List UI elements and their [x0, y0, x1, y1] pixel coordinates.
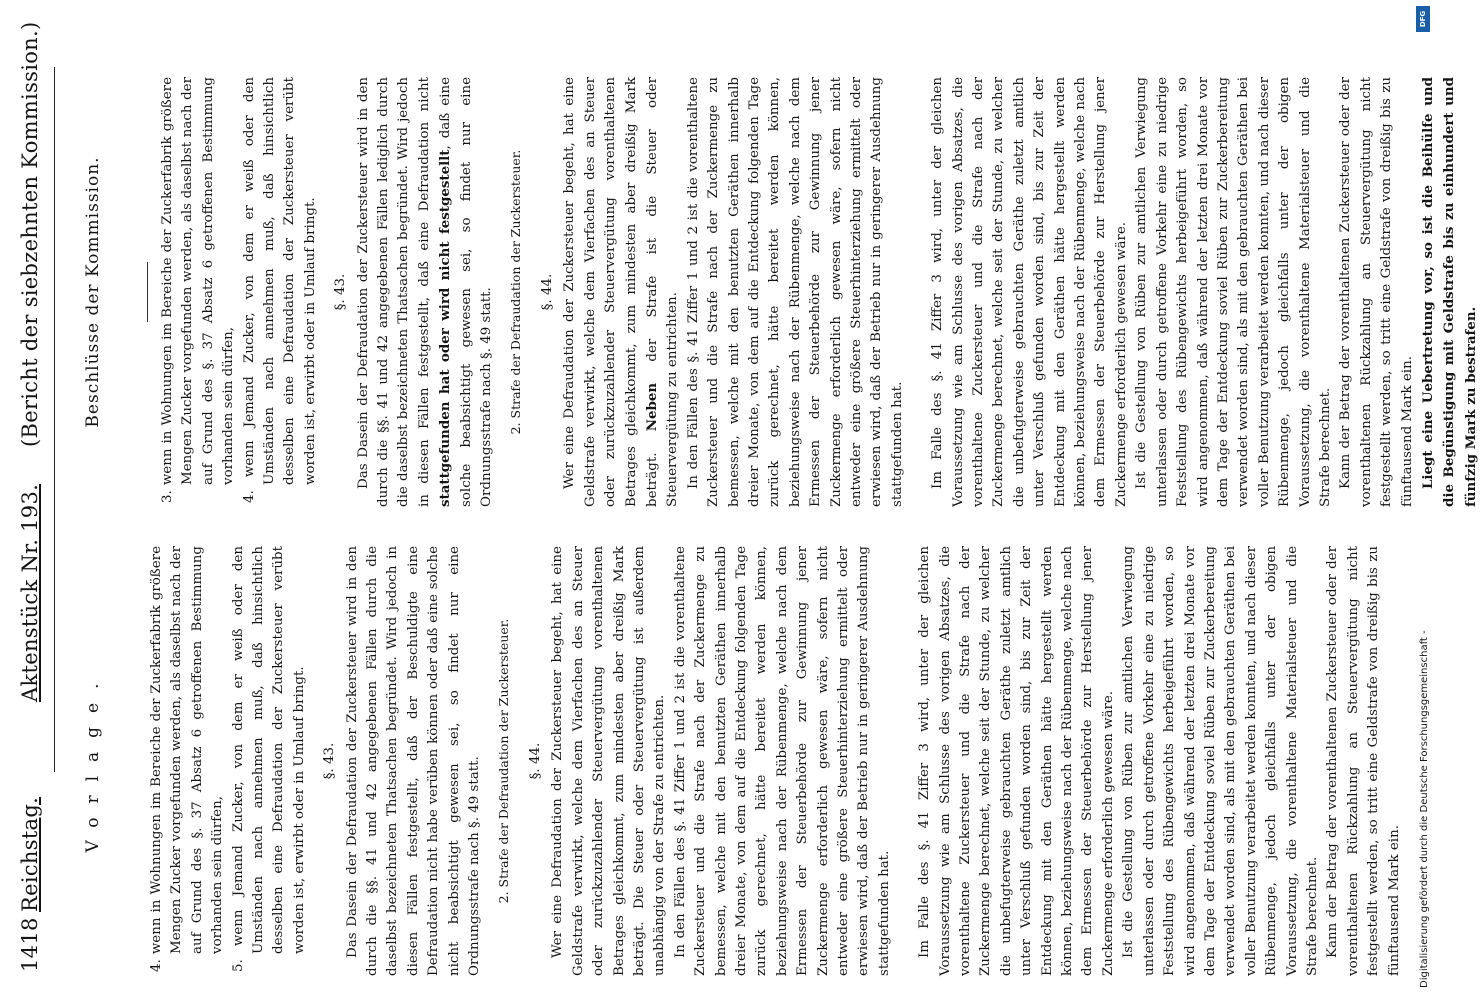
header-rule — [54, 67, 55, 772]
column-vorlage — [71, 546, 1405, 976]
section-number-43: §. 43. — [333, 273, 349, 311]
list-item: 3. wenn in Wohnungen im Bereiche der Zuckerfabrik größere Mengen Zucker vorgefunden werden, als daselbst nach der auf Grund des §. 37 Absatz 6 getroffenen Bestimmung vorhanden sein dürfen, — [160, 77, 237, 503]
final-amendment: Liegt eine Uebertretung vor, so ist die Beihülfe und die Begünstigung mit Geldstrafe bis zu einhundert und fünfzig Mark zu bestrafen. — [1419, 77, 1479, 507]
paragraph: In den Fällen des §. 41 Ziffer 1 und 2 ist die vorenthaltene Zuckersteuer und die Strafe nach der Zuckermenge zu bemessen, welche mit den benutzten Geräthen innerhalb dreier Monate, von dem auf die Entdeckung folgenden Tage zurück gerechnet, hätte bereitet werden können, beziehungsweise nach der Rübenmenge, welche nach dem Ermessen der Steuerbehörde zur Gewinnung jener Zuckermenge erforderlich gewesen wäre, sofern nicht entweder eine größere Steuerhinterziehung ermittelt oder erwiesen wird, daß der Betrieb nur in geringerer Ausdehnung stattgefunden hat. — [685, 77, 905, 507]
paragraph: Kann der Betrag der vorenthaltenen Zuckersteuer oder der vorenthaltenen Rückzahlung an Steuervergütung nicht festgestellt werden, so tritt eine Geldstrafe von dreißig bis zu fünftausend Mark ein. — [1338, 77, 1415, 507]
credit-text: Digitalisierung gefördert durch die Deutsche Forschungsgemeinschaft - — [1419, 630, 1430, 988]
dfg-logo-icon: DFG — [1416, 6, 1430, 32]
list-item: 4. wenn Jemand Zucker, von dem er weiß oder den Umständen nach annehmen muß, daß hinsichtlich desselben eine Defraudation der Zuckersteuer verübt worden ist, erwirbt oder in Umlauf bringt. — [241, 77, 318, 503]
column-heading-beschluesse: Beschlüsse der Kommission. — [83, 156, 103, 428]
section-number-44: §. 44. — [527, 742, 543, 780]
column-beschluesse — [71, 77, 1482, 507]
header-kommission: (Bericht der siebzehnten Kommission.) — [18, 21, 42, 447]
paragraph: Im Falle des §. 41 Ziffer 3 wird, unter der gleichen Voraussetzung wie am Schlusse des vorigen Absatzes, die vorenthaltene Zuckersteuer und die Strafe nach der Zuckermenge berechnet, welche seit der Stunde, zu welcher die unbefugterweise gebrauchten Geräthe zuletzt amtlich unter Verschluß gefunden worden sind, bis zur Zeit der Entdeckung mit den Geräthen hätte hergestellt werden können, beziehungsweise nach der Rübenmenge, welche nach dem Ermessen der Steuerbehörde zur Herstellung jener Zuckermenge erforderlich gewesen wäre. — [917, 546, 1116, 976]
paragraph: Kann der Betrag der vorenthaltenen Zuckersteuer oder der vorenthaltenen Rückzahlung an Steuervergütung nicht festgestellt werden, so tritt eine Geldstrafe von dreißig bis zu fünftausend Mark ein. — [1325, 546, 1402, 976]
header-aktenstueck: Aktenstück Nr. 193. — [18, 483, 42, 702]
list-item: 5. wenn Jemand Zucker, von dem er weiß oder den Umständen nach annehmen muß, daß hinsichtlich desselben eine Defraudation der Zuckersteuer verübt worden ist, erwirbt oder in Umlauf bringt. — [230, 546, 307, 972]
section-title: 2. Strafe der Defraudation der Zuckersteuer. — [507, 149, 523, 435]
section-number-44: §. 44. — [539, 273, 555, 311]
amendment-bold: Neben — [643, 382, 660, 432]
paragraph-43: Das Dasein der Defraudation der Zuckersteuer wird in den durch die §§. 41 und 42 angegebenen Fällen durch die daselbst bezeichneten Thatsachen begründet. Wird jedoch in diesen Fällen festgestellt, daß der Beschuldigte eine Defraudation nicht habe verüben können oder daß eine solche nicht beabsichtigt gewesen sei, so findet nur eine Ordnungsstrafe nach §. 49 statt. — [344, 546, 483, 976]
page-number: 1418 — [18, 917, 42, 972]
paragraph: Im Falle des §. 41 Ziffer 3 wird, unter der gleichen Voraussetzung wie am Schlusse des vorigen Absatzes, die vorenthaltene Zuckersteuer und die Strafe nach der Zuckermenge berechnet, welche seit der Stunde, zu welcher die unbefugterweise gebrauchten Geräthe zuletzt amtlich unter Verschluß gefunden worden sind, bis zur Zeit der Entdeckung mit den Geräthen hätte hergestellt werden können, beziehungsweise nach der Rübenmenge, welche nach dem Ermessen der Steuerbehörde zur Herstellung jener Zuckermenge erforderlich gewesen wäre. — [930, 77, 1129, 507]
paragraph: In den Fällen des §. 41 Ziffer 1 und 2 ist die vorenthaltene Zuckersteuer und die Strafe nach der Zuckermenge zu bemessen, welche mit den benutzten Geräthen innerhalb dreier Monate, von dem auf die Entdeckung folgenden Tage zurück gerechnet, hätte bereitet werden können, beziehungsweise nach der Rübenmenge, welche nach dem Ermessen der Steuerbehörde zur Gewinnung jener Zuckermenge erforderlich gewesen wäre, sofern nicht entweder eine größere Steuerhinterziehung ermittelt oder erwiesen wird, daß der Betrieb nur in geringerer Ausdehnung stattgefunden hat. — [672, 546, 892, 976]
paragraph-43: Das Dasein der Defraudation der Zuckersteuer wird in den durch die §§. 41 und 42 angegebenen Fällen lediglich durch die daselbst bezeichneten Thatsachen begründet. Wird jedoch in diesen Fällen festgestellt, daß eine Defraudation nicht stattgefunden hat oder wird nicht festgestellt, daß eine solche beabsichtigt gewesen sei, so findet nur eine Ordnungsstrafe nach §. 49 statt. — [355, 77, 495, 507]
page-header — [16, 21, 50, 972]
amendment-bold: stattgefunden hat oder wird nicht festgestellt — [437, 149, 454, 507]
header-reichstag: Reichstag. — [18, 796, 42, 912]
heading-rule — [147, 262, 148, 322]
section-number-43: §. 43. — [322, 742, 338, 780]
paragraph: Ist die Gestellung von Rüben zur amtlichen Verwiegung unterlassen oder durch getroffene Vorkehr eine zu niedrige Feststellung des Rübengewichts herbeigeführt worden, so wird angenommen, daß während der letzten drei Monate vor dem Tage der Entdeckung soviel Rüben zur Zuckerbereitung verwendet worden sind, als mit den gebrauchten Geräthen bei voller Benutzung verarbeitet werden konnten, und nach dieser Rübenmenge, jedoch gleichfalls unter der obigen Voraussetzung, die vorenthaltene Materialsteuer und die Strafe berechnet. — [1121, 546, 1320, 976]
paragraph: Wer eine Defraudation der Zuckersteuer begeht, hat eine Geldstrafe verwirkt, welche dem Vierfachen des an Steuer oder zurückzuzahlender Steuervergütung vorenthaltenen Betrages gleichkommt, zum mindesten aber dreißig Mark beträgt. Neben der Strafe ist die Steuer oder Steuervergütung zu entrichten. — [562, 77, 681, 507]
column-heading-vorlage: Vorlage. — [83, 669, 103, 853]
section-title: 2. Strafe der Defraudation der Zuckersteuer. — [495, 618, 511, 904]
digitization-credit — [1416, 8, 1432, 992]
paragraph: Ist die Gestellung von Rüben zur amtlichen Verwiegung unterlassen oder durch getroffene Vorkehr eine zu niedrige Feststellung des Rübengewichts herbeigeführt worden, so wird angenommen, daß während der letzten drei Monate vor dem Tage der Entdeckung soviel Rüben zur Zuckerbereitung verwendet worden sind, als mit den gebrauchten Geräthen bei voller Benutzung verarbeitet werden konnten, und nach dieser Rübenmenge, jedoch gleichfalls unter der obigen Voraussetzung, die vorenthaltene Materialsteuer und die Strafe berechnet. — [1134, 77, 1333, 507]
paragraph: Wer eine Defraudation der Zuckersteuer begeht, hat eine Geldstrafe verwirkt, welche dem Vierfachen des an Steuer oder zurückzuzahlender Steuervergütung vorenthaltenen Betrages gleichkommt, zum mindesten aber dreißig Mark beträgt. Die Steuer oder Steuervergütung ist außerdem unabhängig von der Strafe zu entrichten. — [550, 546, 668, 976]
list-item: 4. wenn in Wohnungen im Bereiche der Zuckerfabrik größere Mengen Zucker vorgefunden werden, als daselbst nach der auf Grund des §. 37 Absatz 6 getroffenen Bestimmung vorhanden sein dürfen, — [149, 546, 226, 972]
